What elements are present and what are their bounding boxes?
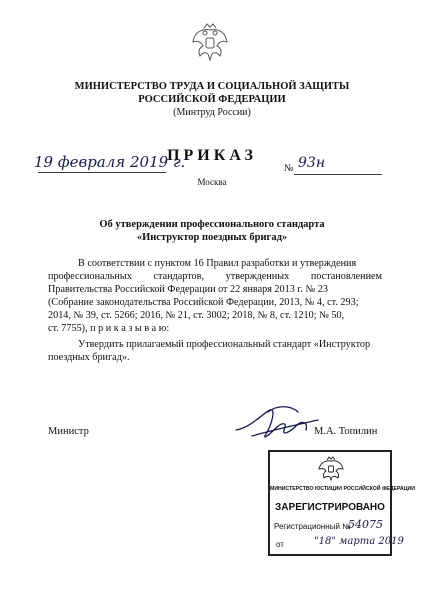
order-number-label: №: [284, 163, 294, 174]
order-title: ПРИКАЗ: [167, 147, 257, 164]
coat-of-arms-icon: [190, 22, 230, 66]
signatory-name: М.А. Топилин: [314, 426, 378, 437]
signature-icon: [232, 400, 322, 450]
stamp-regno-value: 54075: [348, 518, 383, 531]
order-city: Москва: [197, 177, 227, 187]
body-para1-line: ст. 7755), п р и к а з ы в а ю:: [48, 323, 170, 334]
registration-stamp: [268, 450, 415, 556]
body-para1-line: Правительства Российской Федерации от 22 января 2013 г. № 23: [48, 284, 328, 295]
signatory-title: Министр: [48, 426, 89, 437]
ministry-short-name: (Минтруд России): [173, 107, 251, 118]
order-number: 93н: [298, 155, 326, 171]
number-underline: [294, 174, 382, 175]
stamp-coat-of-arms-icon: [317, 456, 345, 482]
stamp-from-label: от: [276, 540, 284, 549]
body-para1-line: 2014, № 39, ст. 5266; 2016, № 21, ст. 3002; 2018, № 8, ст. 1210; № 50,: [48, 310, 345, 321]
ministry-name-line1: МИНИСТЕРСТВО ТРУДА И СОЦИАЛЬНОЙ ЗАЩИТЫ: [74, 81, 350, 92]
body-para2-line: Утвердить прилагаемый профессиональный стандарт «Инструктор: [78, 339, 371, 350]
body-para2-line: поездных бригад».: [48, 352, 130, 363]
body-para1-line: профессиональных стандартов, утвержденных постановлением: [48, 271, 382, 282]
stamp-registered: ЗАРЕГИСТРИРОВАНО: [275, 502, 385, 513]
ministry-name-line2: РОССИЙСКОЙ ФЕДЕРАЦИИ: [138, 94, 286, 105]
date-underline: [38, 172, 166, 173]
subject-line2: «Инструктор поездных бригад»: [136, 232, 288, 243]
stamp-regno-label: Регистрационный №: [274, 522, 351, 531]
stamp-date: "18" марта 2019: [314, 536, 404, 547]
stamp-organization: МИНИСТЕРСТВО ЮСТИЦИИ РОССИЙСКОЙ ФЕДЕРАЦИИ: [270, 486, 415, 492]
body-para1-line: В соответствии с пунктом 16 Правил разработки и утверждения: [78, 258, 357, 269]
body-para1-line: (Собрание законодательства Российской Федерации, 2013, № 4, ст. 293;: [48, 297, 359, 308]
order-date: 19 февраля 2019 г.: [34, 153, 186, 171]
subject-line1: Об утверждении профессионального стандарта: [99, 219, 325, 230]
